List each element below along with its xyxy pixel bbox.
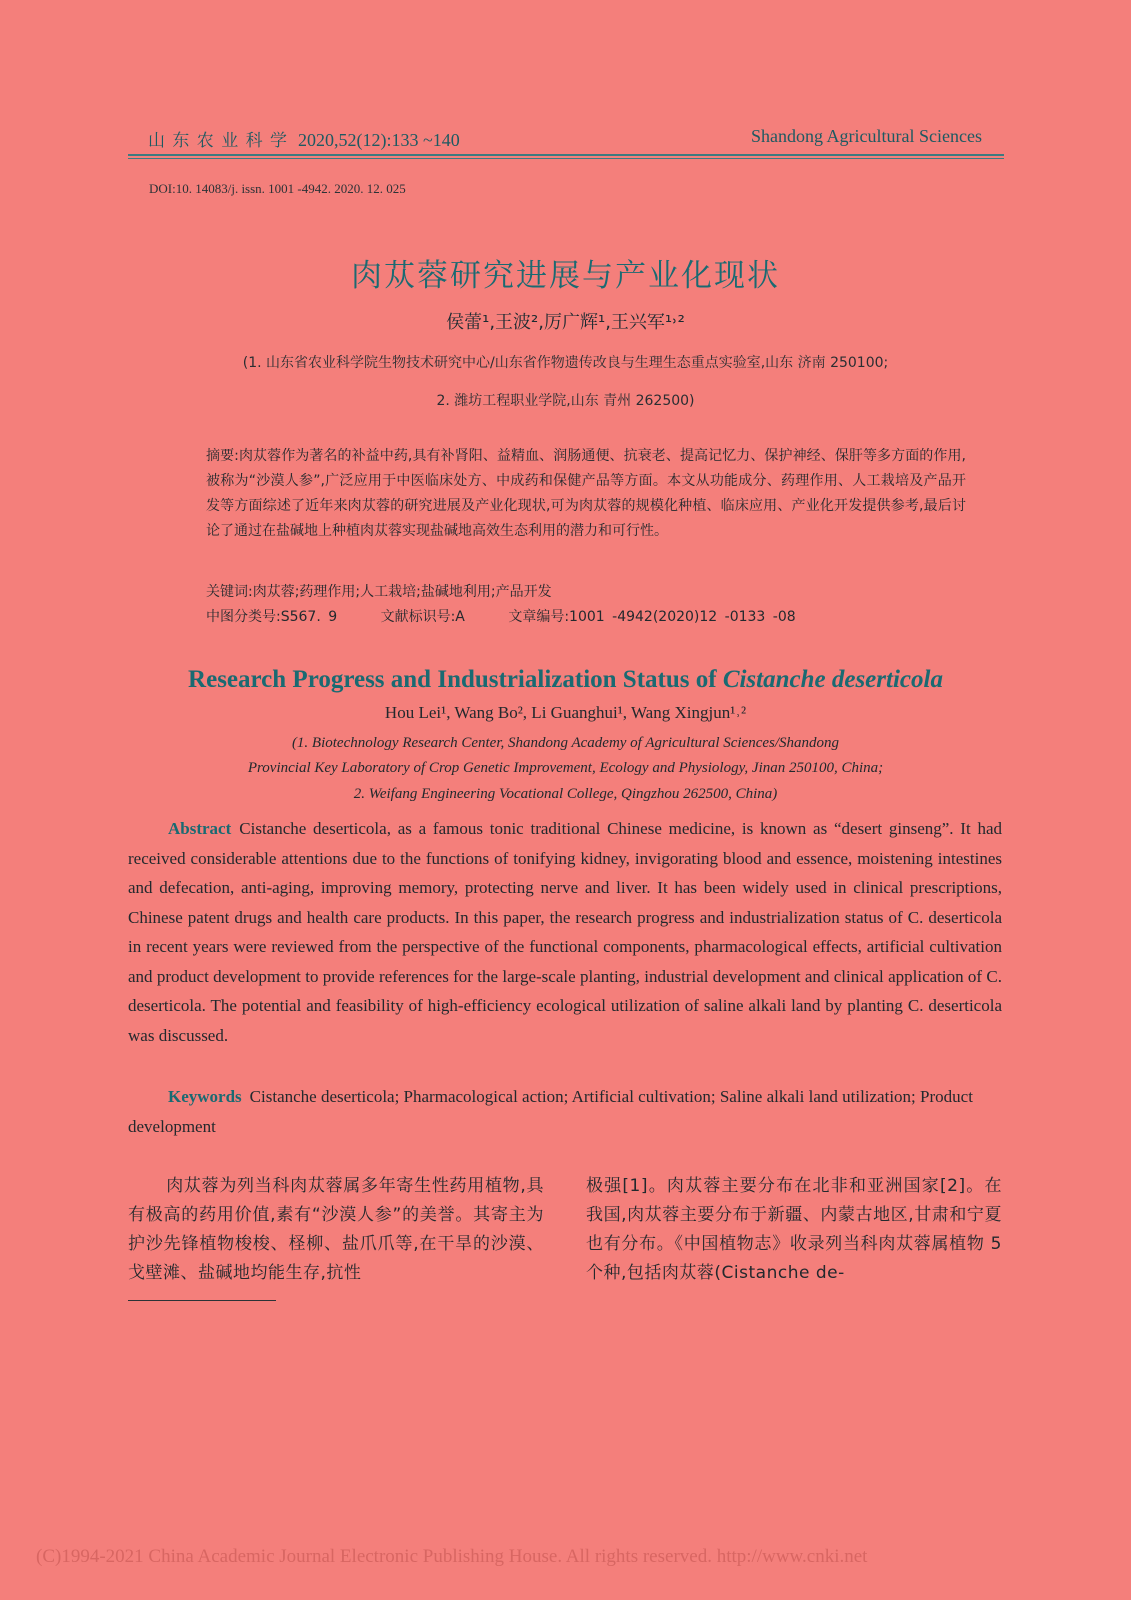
cn-abstract: 摘要:肉苁蓉作为著名的补益中药,具有补肾阳、益精血、润肠通便、抗衰老、提高记忆力、保护神经、保肝等多方面的作用,被称为“沙漠人参”,广泛应用于中医临床处方、中成药和保健产品等方面。本文从功能成分、药理作用、人工栽培及产品开发等方面综述了近年来肉苁蓉的研究进展及产业化现状,可为肉苁蓉的规模化种植、临床应用、产业化开发提供参考,最后讨论了通过在盐碱地上种植肉苁蓉实现盐碱地高效生态利用的潜力和可行性。: [206, 448, 966, 539]
body-column-left: [128, 1172, 544, 1288]
running-header: [128, 124, 1004, 154]
header-rule-thin: [128, 158, 1004, 159]
cn-classification-line: [206, 606, 832, 626]
en-abstract: Cistanche deserticola, as a famous tonic traditional Chinese medicine, is known as “desert ginseng”. It had received considerable attentions due to the functions of tonifying kidney, invigorating blood and essence, moistening intestines and defecation, anti-aging, improving memory, protecting nerve and liver. It has been widely used in clinical prescriptions, Chinese patent drugs and health care products. In this paper, the research progress and industrialization status of C. deserticola in recent years were reviewed from the perspective of the functional components, pharmacological effects, artificial cultivation and product development to provide references for the large-scale planting, industrial development and clinical application of C. deserticola. The potential and feasibility of high-efficiency ecological utilization of saline alkali land by planting C. deserticola was discussed.: [128, 819, 1002, 1045]
en-keywords: Cistanche deserticola; Pharmacological action; Artificial cultivation; Saline alkali land utilization; Product development: [128, 1087, 973, 1136]
en-title: [0, 666, 1131, 694]
body-text-right: 极强[1]。肉苁蓉主要分布在北非和亚洲国家[2]。在我国,肉苁蓉主要分布于新疆、内蒙古地区,甘肃和宁夏也有分布。《中国植物志》收录列当科肉苁蓉属植物 5 个种,包括肉苁蓉(Cistanche de-: [586, 1176, 1002, 1283]
en-affiliation-1: (1. Biotechnology Research Center, Shandong Academy of Agricultural Sciences/Shandong: [291, 735, 840, 751]
doi: DOI:10. 14083/j. issn. 1001 -4942. 2020. 12. 025: [149, 181, 406, 196]
journal-name-en: Shandong Agricultural Sciences: [751, 126, 982, 146]
cnki-watermark-footer: (C)1994-2021 China Academic Journal Electronic Publishing House. All rights reserved. http://www.cnki.net: [36, 1546, 868, 1567]
cn-affiliation-2: 2. 潍坊工程职业学院,山东 青州 262500): [436, 393, 695, 409]
footnote-rule: [128, 1300, 276, 1301]
en-affiliation-3: 2. Weifang Engineering Vocational College, Qingzhou 262500, China): [353, 786, 778, 802]
cn-classification: 中图分类号:S567. 9: [206, 609, 338, 625]
en-title-main: Research Progress and Industrialization Status of: [188, 666, 723, 693]
cn-title: 肉苁蓉研究进展与产业化现状: [351, 258, 780, 294]
en-keywords-block: [128, 1082, 1002, 1141]
cn-affiliation-1: (1. 山东省农业科学院生物技术研究中心/山东省作物遗传改良与生理生态重点实验室,山东 济南 250100;: [242, 355, 889, 371]
body-text-left: 肉苁蓉为列当科肉苁蓉属多年寄生性药用植物,具有极高的药用价值,素有“沙漠人参”的美誉。其寄主为护沙先锋植物梭梭、柽柳、盐爪爪等,在干旱的沙漠、戈壁滩、盐碱地均能生存,抗性: [128, 1176, 544, 1283]
cn-document-code: 文献标识号:A: [380, 609, 465, 625]
en-affiliation-2: Provincial Key Laboratory of Crop Genetic Improvement, Ecology and Physiology, Jinan 250100, China;: [247, 760, 884, 776]
cn-authors: 侯蕾¹,王波²,厉广辉¹,王兴军¹˒²: [446, 312, 685, 333]
journal-issue: 2020,52(12):133 ~140: [298, 130, 460, 150]
header-rule-thick: [128, 154, 1004, 156]
journal-name-cn: 山 东 农 业 科 学: [148, 131, 289, 151]
cn-article-number: 文章编号:1001 -4942(2020)12 -0133 -08: [508, 609, 796, 625]
en-title-species: Cistanche deserticola: [722, 666, 943, 693]
en-abstract-block: [128, 814, 1002, 1050]
en-authors: Hou Lei¹, Wang Bo², Li Guanghui¹, Wang Xingjun¹˒²: [384, 703, 747, 722]
cn-keywords: 关键词:肉苁蓉;药理作用;人工栽培;盐碱地利用;产品开发: [206, 584, 552, 600]
en-keywords-label: Keywords: [168, 1087, 242, 1106]
en-abstract-label: Abstract: [168, 819, 232, 838]
body-column-right: [586, 1172, 1002, 1288]
journal-header-left: [148, 126, 460, 151]
